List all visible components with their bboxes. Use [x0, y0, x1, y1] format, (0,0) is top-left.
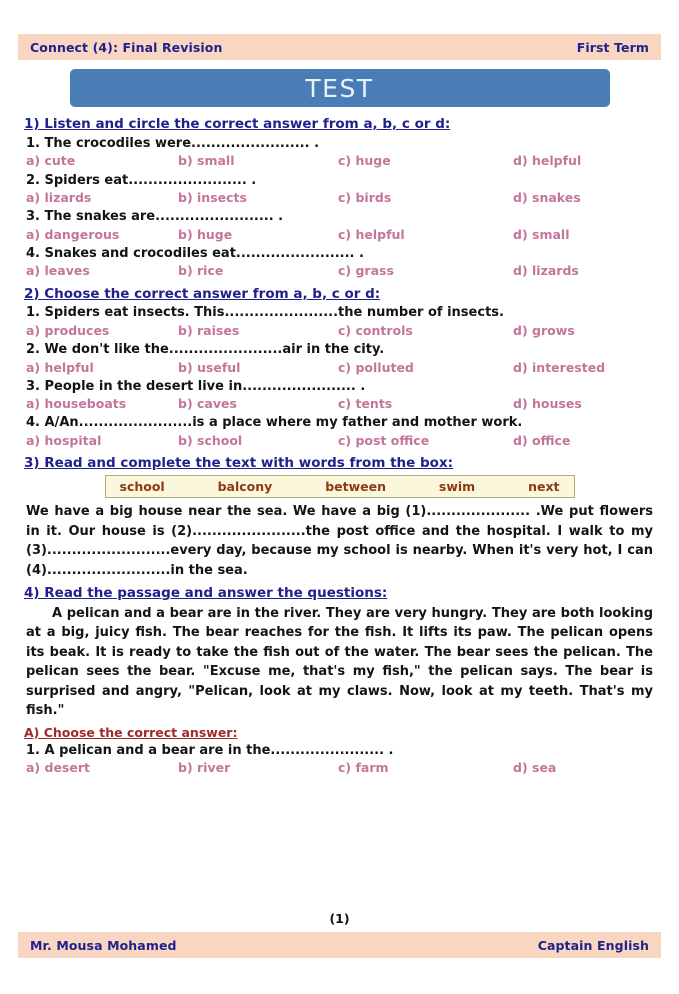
option-row: [26, 395, 655, 413]
option-row: [26, 359, 655, 377]
question-stem: 3. People in the desert live in....................... .: [26, 378, 366, 394]
option-c[interactable]: c) huge: [338, 153, 391, 169]
word-box-item[interactable]: between: [325, 479, 386, 494]
option-row: [26, 152, 655, 170]
option-a[interactable]: a) houseboats: [26, 396, 127, 412]
option-a[interactable]: a) helpful: [26, 359, 94, 375]
question-stem: 2. We don't like the.......................air in the city.: [26, 342, 385, 358]
option-d[interactable]: d) houses: [513, 396, 582, 412]
worksheet-content: [18, 116, 661, 778]
word-box: [105, 475, 575, 498]
option-b[interactable]: b) insects: [178, 190, 247, 206]
test-banner-title: TEST: [305, 73, 374, 103]
footer-band: [18, 932, 661, 958]
option-d[interactable]: d) lizards: [513, 263, 579, 279]
option-c[interactable]: c) controls: [338, 322, 413, 338]
header-band: [18, 34, 661, 60]
option-b[interactable]: b) caves: [178, 396, 237, 412]
option-b[interactable]: b) raises: [178, 322, 240, 338]
section-heading-2: 2) Choose the correct answer from a, b, c or d:: [24, 285, 381, 302]
option-row: [26, 322, 655, 340]
reading-passage: A pelican and a bear are in the river. They are very hungry. They are both looking at a big, juicy fish. The bear reaches for the fish. It lifts its paw. The pelican opens its beak. It is ready to take the fish out of the water. The bear sees the pelican. The pelican sees the bear. "Excuse me, that's my fish," the pelican says. The bear is surprised and angry, "Pelican, look at my claws. Now, look at my teeth. That's my fish.": [26, 605, 653, 719]
question-stem: 4. Snakes and crocodiles eat........................ .: [26, 245, 364, 261]
option-a[interactable]: a) cute: [26, 153, 76, 169]
question-stem: 1. A pelican and a bear are in the....................... .: [26, 742, 394, 758]
question-stem: 3. The snakes are........................ .: [26, 209, 284, 225]
worksheet-page: [0, 34, 679, 994]
option-row: [26, 759, 655, 777]
option-d[interactable]: d) small: [513, 226, 570, 242]
option-c[interactable]: c) grass: [338, 263, 394, 279]
question-stem: 1. The crocodiles were........................ .: [26, 135, 320, 151]
option-row: [26, 432, 655, 450]
section-heading-1: 1) Listen and circle the correct answer from a, b, c or d:: [24, 116, 451, 132]
test-banner: [70, 69, 610, 107]
option-row: [26, 189, 655, 207]
option-c[interactable]: c) tents: [338, 396, 393, 412]
option-a[interactable]: a) hospital: [26, 433, 102, 448]
option-c[interactable]: c) post office: [338, 433, 430, 448]
cloze-text: We have a big house near the sea. We have a big (1)..................... .We put flowers in it. Our house is (2).......................the post office and the hospital. I walk to my (3).........................every day, because my school is nearby. When it's very hot, I can (4).........................in the sea.: [26, 504, 653, 578]
subsection-heading-a: A) Choose the correct answer:: [24, 724, 238, 740]
option-d[interactable]: d) grows: [513, 322, 575, 338]
option-b[interactable]: b) useful: [178, 359, 241, 375]
option-a[interactable]: a) produces: [26, 322, 110, 338]
section-heading-3: 3) Read and complete the text with words from the box:: [24, 455, 454, 472]
footer-brand-name: Captain English: [537, 937, 649, 953]
option-c[interactable]: c) farm: [338, 760, 389, 776]
option-b[interactable]: b) rice: [178, 263, 224, 279]
option-d[interactable]: d) snakes: [513, 190, 581, 206]
option-a[interactable]: a) lizards: [26, 190, 92, 206]
option-b[interactable]: b) river: [178, 760, 231, 776]
option-row: [26, 226, 655, 244]
option-b[interactable]: b) school: [178, 433, 243, 448]
option-row: [26, 262, 655, 280]
word-box-item[interactable]: balcony: [217, 479, 273, 494]
option-c[interactable]: c) helpful: [338, 226, 405, 242]
option-a[interactable]: a) dangerous: [26, 226, 120, 242]
option-d[interactable]: d) office: [513, 433, 571, 448]
word-box-container: [24, 475, 655, 498]
question-stem: 2. Spiders eat........................ .: [26, 172, 257, 188]
option-d[interactable]: d) interested: [513, 359, 606, 375]
option-b[interactable]: b) huge: [178, 226, 233, 242]
page-number: (1): [329, 911, 350, 926]
word-box-item[interactable]: school: [119, 479, 165, 494]
header-term-label: First Term: [576, 39, 649, 55]
section-heading-4: 4) Read the passage and answer the questions:: [24, 585, 388, 601]
option-c[interactable]: c) birds: [338, 190, 392, 206]
option-d[interactable]: d) sea: [513, 760, 557, 776]
option-a[interactable]: a) leaves: [26, 263, 90, 279]
option-a[interactable]: a) desert: [26, 760, 90, 776]
question-stem: 4. A/An.......................is a place where my father and mother work.: [26, 415, 523, 431]
question-stem: 1. Spiders eat insects. This.......................the number of insects.: [26, 305, 504, 321]
option-d[interactable]: d) helpful: [513, 153, 582, 169]
option-c[interactable]: c) polluted: [338, 359, 414, 375]
header-course-title: Connect (4): Final Revision: [30, 39, 223, 55]
word-box-item[interactable]: next: [528, 479, 560, 494]
option-b[interactable]: b) small: [178, 153, 235, 169]
test-banner-container: [18, 69, 661, 107]
footer-teacher-name: Mr. Mousa Mohamed: [30, 937, 177, 953]
word-box-item[interactable]: swim: [438, 479, 476, 494]
